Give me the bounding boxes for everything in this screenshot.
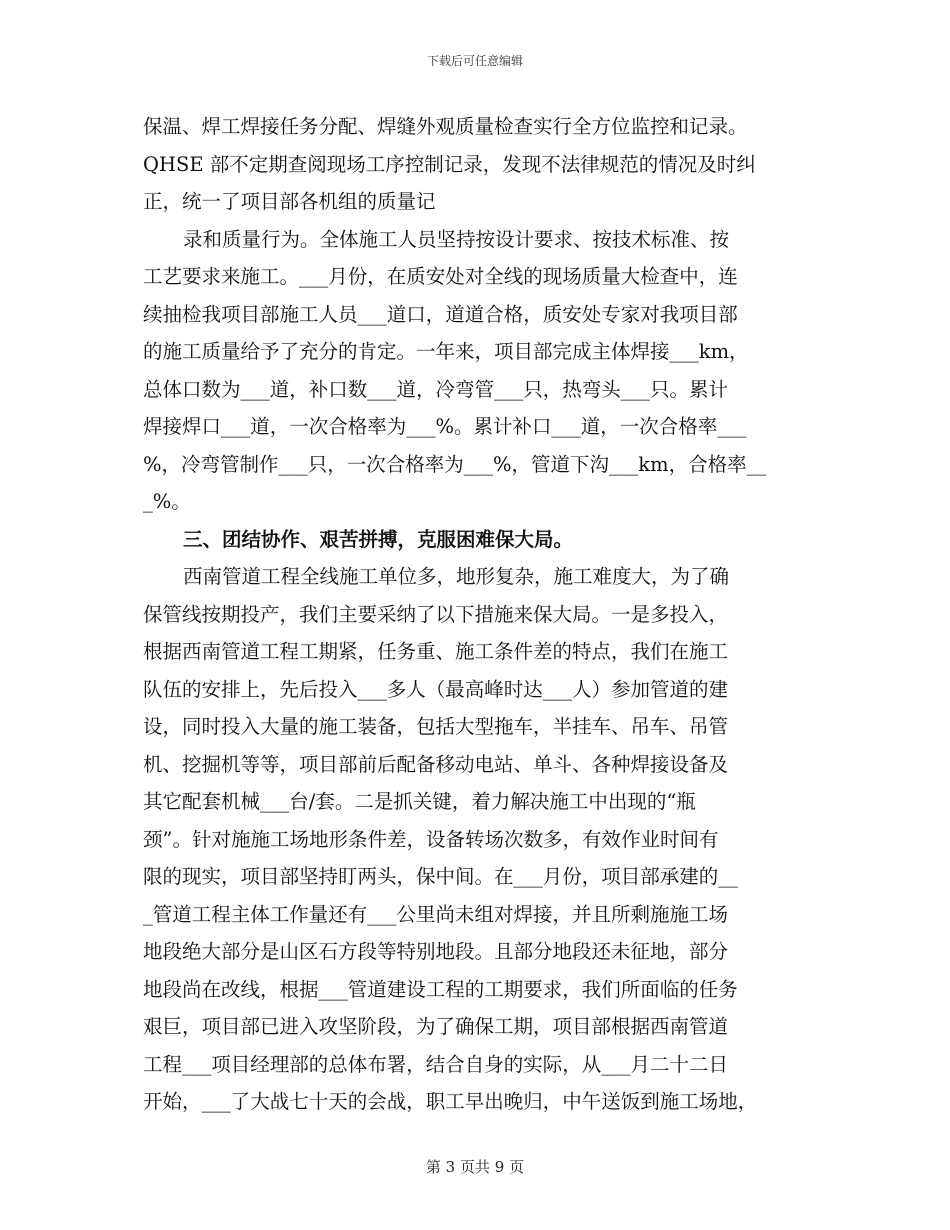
document-body: [143, 108, 811, 1121]
text-line: 队伍的安排上，先后投入___多人（最高峰时达___人）参加管道的建: [143, 677, 729, 701]
text-line: 焊接焊口___道，一次合格率为___%。累计补口___道，一次合格率___: [143, 415, 747, 438]
text-line: 续抽检我项目部施工人员___道口，道道合格，质安处专家对我项目部: [143, 302, 738, 326]
text-line: 机、挖掘机等等，项目部前后配备移动电站、单斗、各种焊接设备及: [143, 752, 729, 776]
text-line: %，冷弯管制作___只，一次合格率为___%，管道下沟___km，合格率__: [143, 452, 767, 476]
text-line: 工程___项目经理部的总体布署，结合自身的实际，从___月二十二日: [143, 1052, 729, 1076]
text-line: 保管线按期投产，我们主要采纳了以下措施来保大局。一是多投入，: [143, 602, 729, 626]
text-line: 设，同时投入大量的施工装备，包括大型拖车，半挂车、吊车、吊管: [143, 715, 729, 738]
text-line: 限的现实，项目部坚持盯两头，保中间。在___月份，项目部承建的__: [143, 865, 738, 888]
page-header: 下载后可任意编辑: [426, 54, 523, 68]
text-line: 其它配套机械___台/套。二是抓关键，着力解决施工中出现的“瓶: [143, 790, 696, 813]
section-heading: 三、团结协作、艰苦拼搏，克服困难保大局。: [183, 527, 574, 551]
text-line: 地段尚在改线，根据___管道建设工程的工期要求，我们所面临的任务: [143, 977, 738, 1001]
text-line: QHSE 部不定期查阅现场工序控制记录，发现不法律规范的情况及时纠: [143, 152, 756, 176]
text-line: 根据西南管道工程工期紧，任务重、施工条件差的特点，我们在施工: [143, 640, 729, 663]
text-line: 录和质量行为。全体施工人员坚持按设计要求、按技术标准、按: [183, 227, 730, 251]
text-line: 正，统一了项目部各机组的质量记: [143, 190, 436, 213]
text-line: 工艺要求来施工。___月份，在质安处对全线的现场质量大检查中，连: [143, 265, 738, 288]
text-line: _管道工程主体工作量还有___公里尚未组对焊接，并且所剩施施工场: [143, 902, 729, 926]
text-line: 艰巨，项目部已进入攻坚阶段，为了确保工期，项目部根据西南管道: [143, 1015, 729, 1038]
text-line: _%。: [143, 490, 191, 513]
text-line: 颈”。针对施施工场地形条件差，设备转场次数多，有效作业时间有: [143, 827, 719, 851]
text-line: 开始，___了大战七十天的会战，职工早出晚归，中午送饭到施工场地，: [143, 1090, 758, 1113]
text-line: 保温、焊工焊接任务分配、焊缝外观质量检查实行全方位监控和记录。: [143, 115, 748, 138]
text-line: 的施工质量给予了充分的肯定。一年来，项目部完成主体焊接___km，: [143, 340, 749, 363]
text-line: 地段绝大部分是山区石方段等特别地段。且部分地段还未征地，部分: [143, 940, 729, 963]
page-footer: 第 3 页共 9 页: [425, 1158, 525, 1176]
text-line: 西南管道工程全线施工单位多，地形复杂，施工难度大，为了确: [183, 565, 730, 588]
text-line: 总体口数为___道，补口数___道，冷弯管___只，热弯头___只。累计: [143, 377, 729, 401]
